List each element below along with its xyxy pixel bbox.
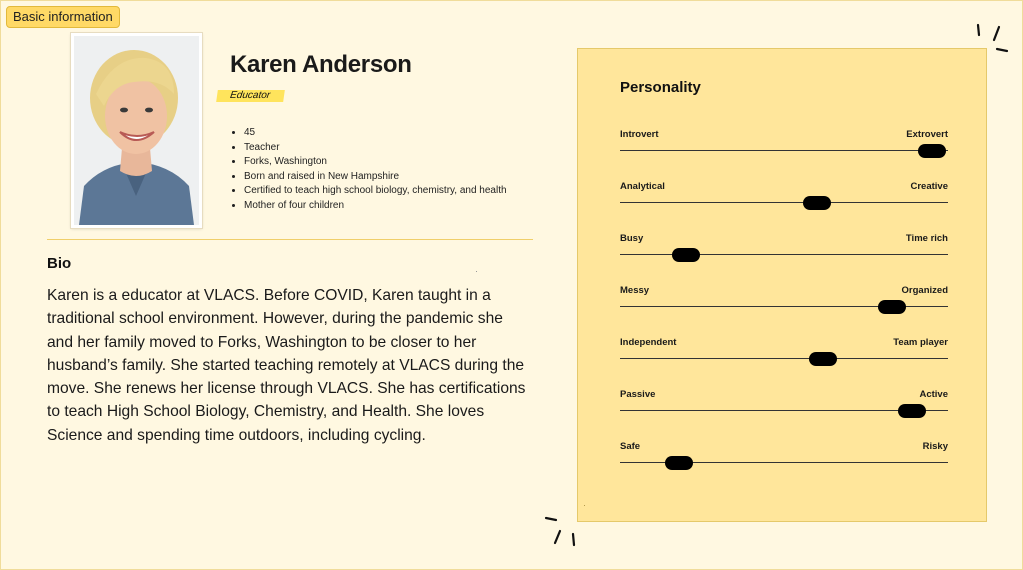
persona-role-badge: Educator bbox=[216, 90, 285, 102]
trait-slider[interactable] bbox=[620, 233, 948, 263]
slider-track[interactable] bbox=[620, 254, 948, 255]
slider-knob[interactable] bbox=[665, 456, 693, 470]
trait-slider[interactable] bbox=[620, 337, 948, 367]
bio-heading: Bio bbox=[47, 255, 72, 272]
slider-knob[interactable] bbox=[918, 144, 946, 158]
panel-dot bbox=[584, 505, 585, 506]
personality-panel bbox=[577, 48, 987, 522]
trait-left-label: Passive bbox=[620, 389, 656, 400]
trait-slider[interactable] bbox=[620, 285, 948, 315]
slider-knob[interactable] bbox=[809, 352, 837, 366]
slider-knob[interactable] bbox=[898, 404, 926, 418]
slider-track[interactable] bbox=[620, 358, 948, 359]
trait-slider[interactable] bbox=[620, 441, 948, 471]
trait-slider[interactable] bbox=[620, 181, 948, 211]
persona-facts-list bbox=[233, 126, 507, 214]
section-divider bbox=[47, 239, 533, 240]
section-tag[interactable]: Basic information bbox=[6, 6, 120, 28]
fact-item: • Born and raised in New Hampshire bbox=[244, 170, 507, 185]
fact-item: • Forks, Washington bbox=[244, 155, 507, 170]
stray-dot bbox=[476, 271, 477, 272]
trait-left-label: Safe bbox=[620, 441, 641, 452]
trait-right-label: Risky bbox=[922, 441, 948, 452]
persona-photo bbox=[71, 33, 202, 228]
fact-item: • 45 bbox=[244, 126, 507, 141]
trait-left-label: Messy bbox=[620, 285, 650, 296]
slider-knob[interactable] bbox=[672, 248, 700, 262]
fact-item: • Certified to teach high school biology, chemistry, and health bbox=[244, 184, 507, 199]
trait-left-label: Independent bbox=[620, 337, 677, 348]
trait-slider[interactable] bbox=[620, 389, 948, 419]
fact-item: • Teacher bbox=[244, 141, 507, 156]
trait-right-label: Organized bbox=[901, 285, 948, 296]
bio-text: Karen is a educator at VLACS. Before COVID, Karen taught in a traditional school environment. However, during the pandemic she and her family moved to Forks, Washington to be closer to her husband’s family. She started teaching remotely at VLACS during the move. She renews her license through VLACS. She has certifications to teach High School Biology, Chemistry, and Health. She loves Science and spending time outdoors, including cycling. bbox=[47, 287, 526, 444]
trait-right-label: Creative bbox=[910, 181, 948, 192]
slider-track[interactable] bbox=[620, 202, 948, 203]
trait-left-label: Introvert bbox=[620, 129, 659, 140]
trait-slider[interactable] bbox=[620, 129, 948, 159]
persona-name: Karen Anderson bbox=[230, 51, 412, 78]
trait-right-label: Active bbox=[919, 389, 948, 400]
slider-track[interactable] bbox=[620, 150, 948, 151]
trait-left-label: Busy bbox=[620, 233, 644, 244]
trait-right-label: Extrovert bbox=[906, 129, 948, 140]
trait-right-label: Time rich bbox=[905, 233, 948, 244]
slider-knob[interactable] bbox=[878, 300, 906, 314]
slider-knob[interactable] bbox=[803, 196, 831, 210]
fact-item: • Mother of four children bbox=[244, 199, 507, 214]
trait-left-label: Analytical bbox=[620, 181, 665, 192]
personality-heading: Personality bbox=[620, 79, 701, 96]
trait-right-label: Team player bbox=[893, 337, 948, 348]
